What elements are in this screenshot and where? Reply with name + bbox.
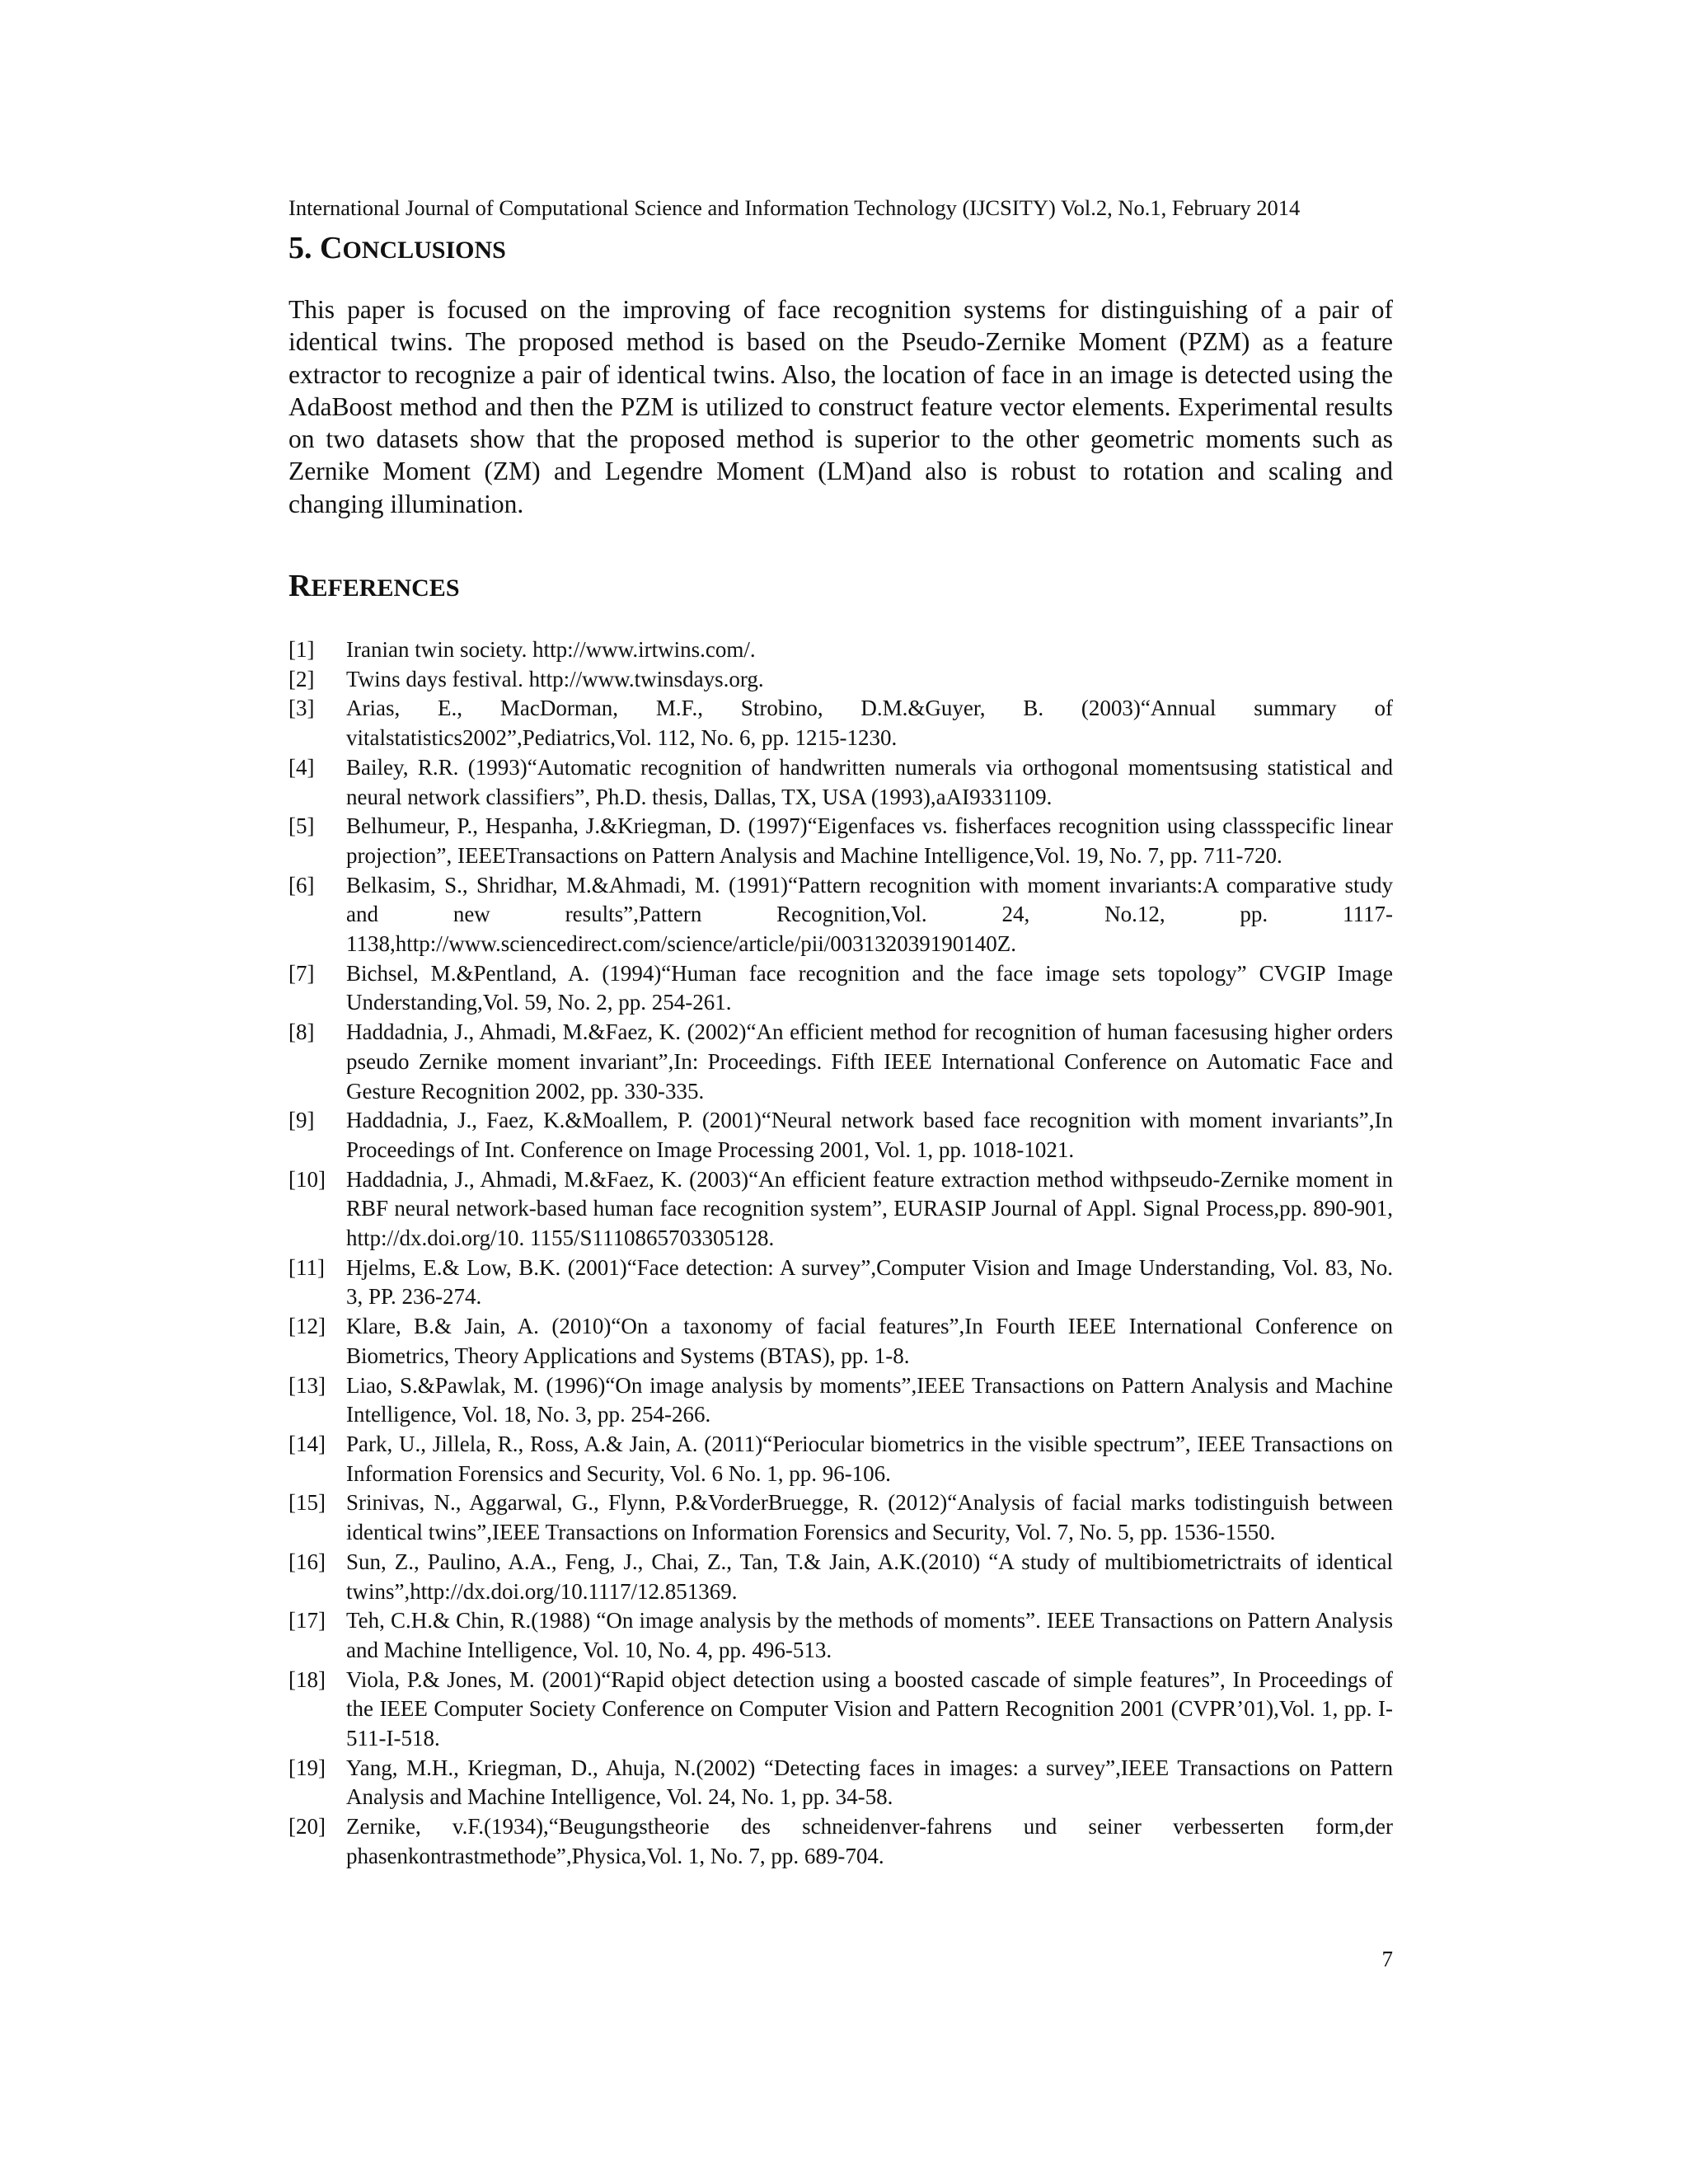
reference-text: Teh, C.H.& Chin, R.(1988) “On image analysis by the methods of moments”. IEEE Transactions on Pattern Analysis and Machine Intelligence, Vol. 10, No. 4, pp. 496-513. [346, 1608, 1393, 1662]
reference-number: [6] [288, 872, 315, 898]
page-number: 7 [1381, 1947, 1393, 1971]
reference-number: [9] [288, 1108, 315, 1133]
reference-item [288, 1754, 1393, 1812]
reference-item [288, 1312, 1393, 1371]
reference-text: Hjelms, E.& Low, B.K. (2001)“Face detection: A survey”,Computer Vision and Image Understanding, Vol. 83, No. 3, PP. 236-274. [346, 1254, 1393, 1310]
references-heading [288, 567, 460, 607]
reference-number: [13] [288, 1372, 326, 1398]
conclusions-heading [288, 229, 506, 269]
reference-number: [1] [288, 637, 315, 662]
reference-item [288, 1666, 1393, 1754]
reference-item [288, 1371, 1393, 1430]
reference-item [288, 871, 1393, 959]
reference-text: Arias, E., MacDorman, M.F., Strobino, D.M.&Guyer, B. (2003)“Annual summary of vitalstatistics2002”,Pediatrics,Vol. 112, No. 6, pp. 1215-1230. [346, 696, 1393, 751]
conclusions-paragraph: This paper is focused on the improving of face recognition systems for distinguishing of a pair of identical twins. The proposed method is based on the Pseudo-Zernike Moment (PZM) as a feature extractor to recognize a pair of identical twins. Also, the location of face in an image is detected using the AdaBoost method and then the PZM is utilized to construct feature vector elements. Experimental results on two datasets show that the proposed method is superior to the other geometric moments such as Zernike Moment (ZM) and Legendre Moment (LM)and also is robust to rotation and scaling and changing illumination. [288, 295, 1393, 518]
reference-item [288, 1812, 1393, 1871]
reference-text: Belkasim, S., Shridhar, M.&Ahmadi, M. (1991)“Pattern recognition with moment invariants:A comparative study and new results”,Pattern Recognition,Vol. 24, No.12, pp. 1117-1138,http://www.sciencedirect.com/science/article/pii/003132039190140Z. [346, 872, 1393, 957]
reference-text: Twins days festival. http://www.twinsdays.org. [346, 666, 764, 691]
reference-item [288, 753, 1393, 812]
reference-text: Zernike, v.F.(1934),“Beugungstheorie des schneidenver-fahrens und seiner verbesserten form,der phasenkontrastmethode”,Physica,Vol. 1, No. 7, pp. 689-704. [346, 1814, 1393, 1868]
reference-text: Iranian twin society. http://www.irtwins.com/. [346, 637, 756, 662]
conclusions-heading-rest: ONCLUSIONS [342, 237, 506, 264]
reference-text: Haddadnia, J., Faez, K.&Moallem, P. (2001)“Neural network based face recognition with moment invariants”,In Proceedings of Int. Conference on Image Processing 2001, Vol. 1, pp. 1018-1021. [346, 1108, 1393, 1162]
reference-item [288, 1165, 1393, 1254]
reference-item [288, 959, 1393, 1018]
reference-item [288, 1018, 1393, 1106]
reference-number: [4] [288, 754, 315, 780]
reference-number: [11] [288, 1254, 325, 1280]
reference-number: [8] [288, 1019, 315, 1045]
reference-item [288, 1106, 1393, 1165]
reference-number: [15] [288, 1490, 326, 1516]
running-header: International Journal of Computational Science and Information Technology (IJCSITY) Vol.2, No.1, February 2014 [288, 195, 1301, 220]
reference-list [288, 635, 1393, 1872]
reference-number: [2] [288, 666, 315, 691]
reference-number: [17] [288, 1608, 326, 1633]
reference-text: Haddadnia, J., Ahmadi, M.&Faez, K. (2003)“An efficient feature extraction method withpseudo-Zernike moment in RBF neural network-based human face recognition system”, EURASIP Journal of Appl. Signal Process,pp. 890-901, http://dx.doi.org/10. 1155/S1110865703305128. [346, 1166, 1393, 1251]
reference-text: Sun, Z., Paulino, A.A., Feng, J., Chai, Z., Tan, T.& Jain, A.K.(2010) “A study of multibiometrictraits of identical twins”,http://dx.doi.org/10.1117/12.851369. [346, 1549, 1393, 1604]
reference-item [288, 1548, 1393, 1606]
reference-number: [12] [288, 1314, 326, 1339]
reference-text: Park, U., Jillela, R., Ross, A.& Jain, A. (2011)“Periocular biometrics in the visible spectrum”, IEEE Transactions on Information Forensics and Security, Vol. 6 No. 1, pp. 96-106. [346, 1431, 1393, 1486]
reference-number: [20] [288, 1814, 326, 1840]
reference-text: Yang, M.H., Kriegman, D., Ahuja, N.(2002) “Detecting faces in images: a survey”,IEEE Transactions on Pattern Analysis and Machine Intelligence, Vol. 24, No. 1, pp. 34-58. [346, 1755, 1393, 1810]
reference-text: Liao, S.&Pawlak, M. (1996)“On image analysis by moments”,IEEE Transactions on Pattern Analysis and Machine Intelligence, Vol. 18, No. 3, pp. 254-266. [346, 1372, 1393, 1427]
reference-number: [5] [288, 813, 315, 839]
reference-item [288, 665, 1393, 695]
reference-item [288, 1254, 1393, 1312]
reference-item [288, 812, 1393, 870]
reference-number: [7] [288, 960, 315, 986]
reference-item [288, 1430, 1393, 1488]
reference-number: [16] [288, 1549, 326, 1574]
reference-number: [19] [288, 1755, 326, 1780]
reference-number: [14] [288, 1431, 326, 1456]
reference-item [288, 694, 1393, 752]
reference-text: Srinivas, N., Aggarwal, G., Flynn, P.&VorderBruegge, R. (2012)“Analysis of facial marks todistinguish between identical twins”,IEEE Transactions on Information Forensics and Security, Vol. 7, No. 5, pp. 1536-1550. [346, 1490, 1393, 1545]
reference-number: [10] [288, 1166, 326, 1192]
reference-text: Belhumeur, P., Hespanha, J.&Kriegman, D. (1997)“Eigenfaces vs. fisherfaces recognition using classspecific linear projection”, IEEETransactions on Pattern Analysis and Machine Intelligence,Vol. 19, No. 7, pp. 711-720. [346, 813, 1393, 868]
reference-text: Bichsel, M.&Pentland, A. (1994)“Human face recognition and the face image sets topology” CVGIP Image Understanding,Vol. 59, No. 2, pp. 254-261. [346, 960, 1393, 1015]
references-heading-lead: R [288, 569, 312, 603]
reference-item [288, 1488, 1393, 1547]
reference-text: Bailey, R.R. (1993)“Automatic recognition of handwritten numerals via orthogonal momentsusing statistical and neural network classifiers”, Ph.D. thesis, Dallas, TX, USA (1993),aAI9331109. [346, 754, 1393, 809]
references-heading-rest: EFERENCES [311, 574, 460, 602]
reference-item [288, 1606, 1393, 1665]
reference-item [288, 635, 1393, 665]
reference-number: [18] [288, 1666, 326, 1692]
reference-text: Viola, P.& Jones, M. (2001)“Rapid object detection using a boosted cascade of simple features”, In Proceedings of the IEEE Computer Society Conference on Computer Vision and Pattern Recognition 2001 (CVPR’01),Vol. 1, pp. I-511-I-518. [346, 1666, 1393, 1751]
reference-text: Haddadnia, J., Ahmadi, M.&Faez, K. (2002)“An efficient method for recognition of human facesusing higher orders pseudo Zernike moment invariant”,In: Proceedings. Fifth IEEE International Conference on Automatic Face and Gesture Recognition 2002, pp. 330-335. [346, 1019, 1393, 1104]
reference-number: [3] [288, 696, 315, 721]
conclusions-heading-lead: 5. C [288, 231, 343, 265]
reference-text: Klare, B.& Jain, A. (2010)“On a taxonomy of facial features”,In Fourth IEEE International Conference on Biometrics, Theory Applications and Systems (BTAS), pp. 1-8. [346, 1314, 1393, 1368]
